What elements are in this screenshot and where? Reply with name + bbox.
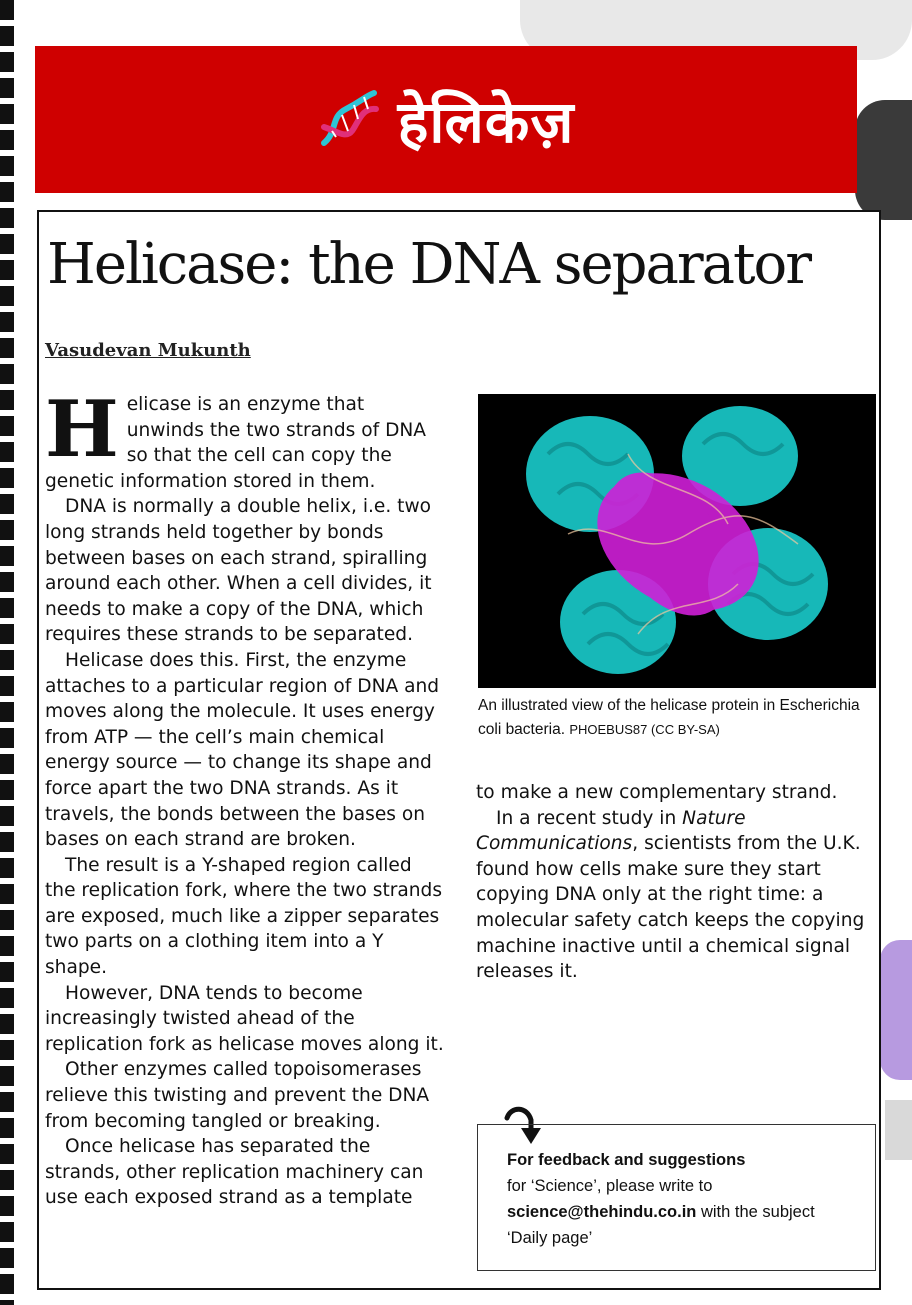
- feedback-line: science@thehindu.co.in with the subject ‘Daily page’: [507, 1203, 815, 1247]
- paragraph: Helicase is an enzyme that unwinds the two strands of DNA so that the cell can copy the genetic information stored in them.: [45, 384, 427, 492]
- feedback-heading: For feedback and suggestions: [507, 1151, 746, 1169]
- image-credit: PHOEBUS87 (CC BY-SA): [569, 722, 720, 737]
- paragraph: Other enzymes called topoisomerases relieve this twisting and prevent the DNA from becoming tangled or breaking.: [45, 1059, 430, 1132]
- background-shape: [855, 100, 912, 220]
- paragraph: DNA is normally a double helix, i.e. two long strands held together by bonds between bases on each strand, spiralling around each other. When a cell divides, it needs to make a copy of the DNA, which requires these strands to be separated.: [45, 496, 432, 646]
- paragraph: Once helicase has separated the strands, other replication machinery can use each exposed strand as a template: [45, 1136, 424, 1209]
- paragraph: to make a new complementary strand.: [476, 782, 838, 803]
- background-shape: [885, 1100, 912, 1160]
- article-box: [37, 210, 881, 1290]
- helicase-protein-image: [478, 394, 876, 688]
- drop-cap: H: [45, 384, 119, 475]
- left-column: [45, 384, 445, 1211]
- article-headline: Helicase: the DNA separator: [47, 232, 811, 297]
- paragraph: Helicase does this. First, the enzyme attaches to a particular region of DNA and moves along the molecule. It uses energy from ATP — the cell’s main chemical energy source — to change its shape and force apart the two DNA strands. As it travels, the bonds between the bases on bases on each strand are broken.: [45, 649, 440, 851]
- paragraph: The result is a Y-shaped region called the replication fork, where the two strands are exposed, much like a zipper separates two parts on a clothing item into a Y shape.: [45, 854, 443, 979]
- section-title: हेलिकेज़: [397, 88, 575, 156]
- right-column: [476, 780, 881, 985]
- feedback-line: for ‘Science’, please write to: [507, 1177, 713, 1195]
- paragraph: In a recent study in Nature Communications, scientists from the U.K. found how cells make sure they start copying DNA only at the right time: a molecular safety catch keeps the copying machine inactive until a chemical signal releases it.: [476, 807, 865, 983]
- feedback-box: [477, 1124, 876, 1271]
- paragraph: However, DNA tends to become increasingly twisted ahead of the replication fork as helicase moves along it.: [45, 982, 444, 1055]
- article-byline[interactable]: Vasudevan Mukunth: [45, 340, 251, 361]
- background-shape: [880, 940, 912, 1080]
- feedback-email-link[interactable]: science@thehindu.co.in: [507, 1203, 697, 1221]
- section-banner: [35, 46, 857, 193]
- image-caption: An illustrated view of the helicase protein in Escherichia coli bacteria. PHOEBUS87 (CC BY-SA): [478, 697, 860, 738]
- journal-name: Nature Communications: [476, 807, 746, 855]
- page-edge-strip: [0, 0, 14, 1305]
- dna-helix-icon: [318, 87, 380, 153]
